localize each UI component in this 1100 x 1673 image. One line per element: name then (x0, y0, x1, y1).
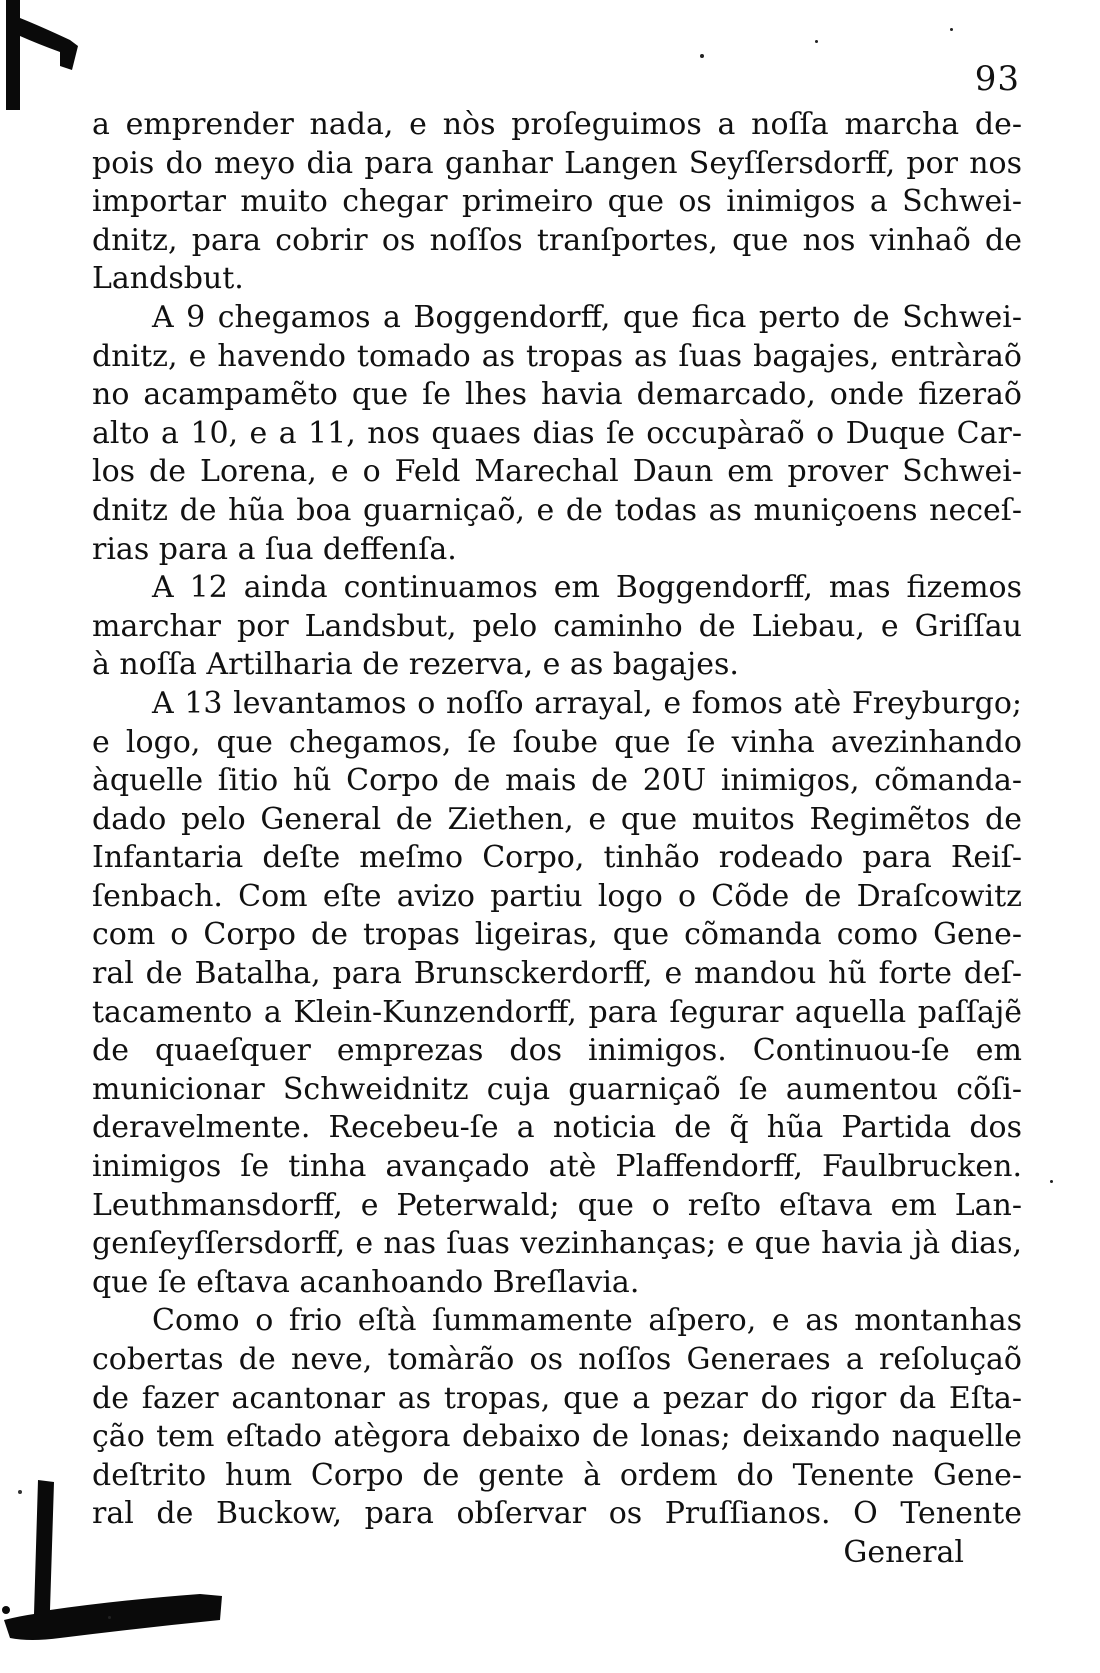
text-line: que ſe eſtava acanhoando Breſlavia. (92, 1264, 640, 1300)
text-line: Landsbut. (92, 261, 244, 297)
ink-speck (1050, 1180, 1053, 1183)
text-line: Leuthmansdorff, e Peterwald; que o reſto eſtava em Lan- (92, 1187, 1022, 1223)
text-line: de quaeſquer emprezas dos inimigos. Continuou-ſe em (92, 1033, 1022, 1069)
text-line: rias para a ſua deffenſa. (92, 531, 457, 567)
text-line: dnitz, e havendo tomado as tropas as ſuas bagajes, entràraõ (92, 338, 1022, 374)
text-line: com o Corpo de tropas ligeiras, que cõmanda como Gene- (92, 917, 1022, 953)
text-line: deſtrito hum Corpo de gente à ordem do Tenente Gene- (92, 1457, 1022, 1493)
ink-speck (815, 40, 818, 43)
text-line: no acampamẽto que ſe lhes havia demarcado, onde fizeraõ (92, 377, 1022, 413)
page-body (92, 106, 1022, 1573)
ink-speck (950, 28, 953, 31)
paragraph-1 (92, 106, 1022, 299)
catchword: General (843, 1534, 964, 1570)
text-line: inimigos ſe tinha avançado atè Plaffendorff, Faulbrucken. (92, 1149, 1022, 1185)
paragraph-3 (92, 569, 1022, 685)
ink-speck (700, 54, 704, 58)
text-line: deravelmente. Recebeu-ſe a noticia de q̃ hũa Partida dos (92, 1110, 1022, 1146)
text-line: a emprender nada, e nòs proſeguimos a noſſa marcha de- (92, 107, 1022, 142)
text-line: Infantaria deſte meſmo Corpo, tinhão rodeado para Reiſ- (92, 840, 1022, 876)
paragraph-5 (92, 1302, 1022, 1534)
text-line: Como o frio eſtà ſummamente aſpero, e as montanhas (152, 1303, 1022, 1339)
text-line: tacamento a Klein-Kunzendorff, para ſegurar aquella paſſajẽ (92, 994, 1022, 1030)
text-line: ral de Batalha, para Brunsckerdorff, e mandou hũ forte deſ- (92, 956, 1022, 992)
text-line: dado pelo General de Ziethen, e que muitos Regimẽtos de (92, 801, 1022, 837)
text-line: alto a 10, e a 11, nos quaes dias ſe occupàraõ o Duque Car- (92, 415, 1022, 451)
paragraph-2 (92, 299, 1022, 569)
ink-speck (108, 1616, 111, 1619)
text-line: los de Lorena, e o Feld Marechal Daun em prover Schwei- (92, 454, 1022, 490)
text-line: A 9 chegamos a Boggendorff, que fica perto de Schwei- (152, 299, 1022, 335)
text-line: de fazer acantonar as tropas, que a pezar do rigor da Eſta- (92, 1380, 1022, 1416)
text-line: ſenbach. Com eſte avizo partiu logo o Cõde de Draſcowitz (92, 878, 1022, 914)
paragraph-4 (92, 685, 1022, 1303)
text-line: ção tem eſtado atègora debaixo de lonas; deixando naquelle (92, 1419, 1022, 1455)
text-line: dnitz de hũa boa guarniçaõ, e de todas as muniçoens neceſ- (92, 492, 1022, 528)
ink-bracket-top-mark (0, 0, 90, 110)
text-line: A 12 ainda continuamos em Boggendorff, mas fizemos (152, 570, 1022, 606)
text-line: cobertas de neve, tomàrão os noſſos Generaes a reſoluçaõ (92, 1342, 1022, 1377)
text-line: municionar Schweidnitz cuja guarniçaõ ſe aumentou cõſi- (92, 1071, 1022, 1107)
text-line: A 13 levantamos o noſſo arrayal, e fomos atè Freyburgo; (152, 685, 1022, 721)
text-line: marchar por Landsbut, pelo caminho de Liebau, e Griſſau (92, 608, 1022, 644)
text-line: genſeyſſersdorff, e nas ſuas vezinhanças; e que havia jà dias, (92, 1226, 1022, 1262)
text-line: pois do meyo dia para ganhar Langen Seyſſersdorff, por nos (92, 145, 1022, 181)
text-line: importar muito chegar primeiro que os inimigos a Schwei- (92, 184, 1022, 220)
text-line: dnitz, para cobrir os noſſos tranſportes, que nos vinhaõ de (92, 222, 1022, 258)
page-number: 93 (974, 59, 1020, 99)
text-line: e logo, que chegamos, ſe ſoube que ſe vinha avezinhando (92, 724, 1022, 760)
text-line: à noſſa Artilharia de rezerva, e as bagajes. (92, 647, 739, 683)
text-line: ral de Buckow, para obſervar os Pruſſianos. O Tenente (92, 1496, 1022, 1532)
text-line: àquelle ſitio hũ Corpo de mais de 20U inimigos, cõmanda- (92, 763, 1022, 799)
